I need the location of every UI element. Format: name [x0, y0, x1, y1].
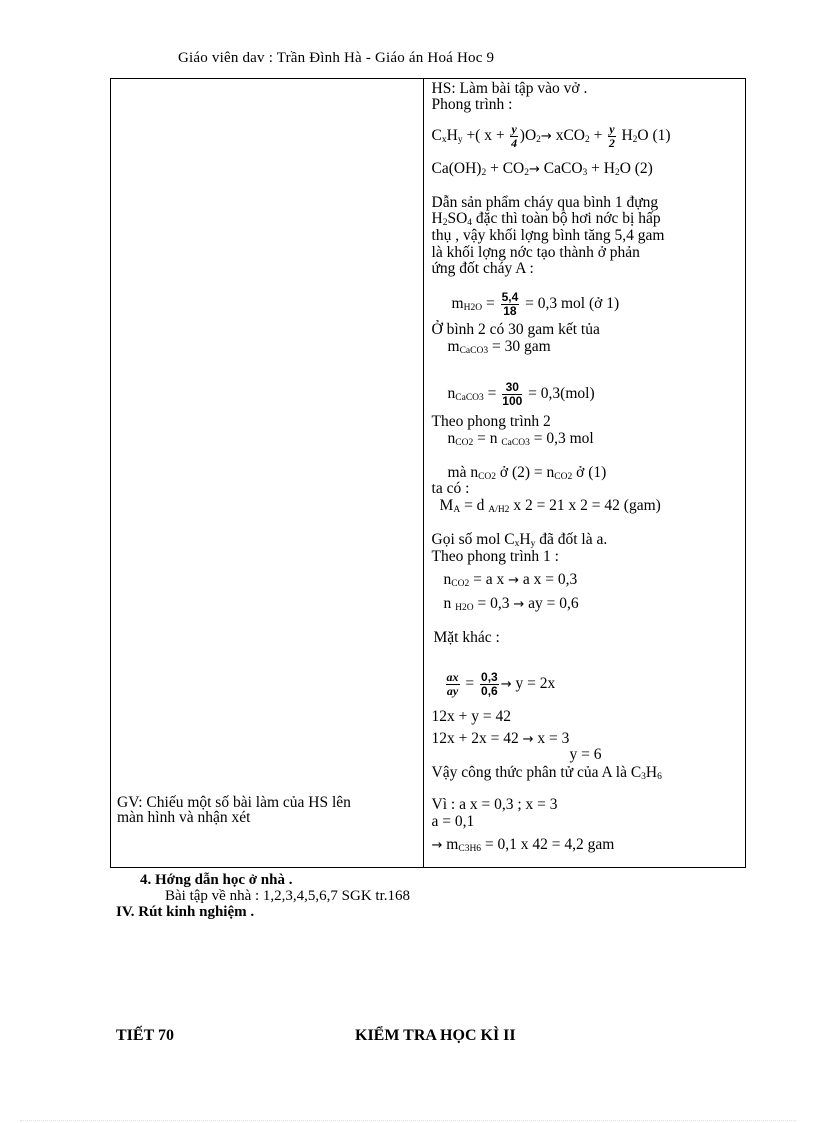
- section-4-heading: 4. Hớng dẫn học ở nhà .: [140, 872, 293, 888]
- equation-heading: Phong trình :: [431, 96, 513, 113]
- text-line: Gọi số mol $C_xH_y$ đã đốt là a.: [431, 531, 608, 549]
- caco3-mass: $m_{CaCO3} = 30$ gam: [447, 338, 551, 356]
- arrow-icon: →: [500, 677, 512, 693]
- gv-note-line-1: GV: Chiếu một số bài làm của HS lên: [117, 794, 351, 811]
- section-iv-heading: IV. Rút kinh nghiệm .: [116, 904, 255, 920]
- fraction: $\frac{0,3}{0,6}$: [481, 670, 498, 698]
- arrow-icon: →: [431, 838, 443, 853]
- fraction: $\frac{30}{100}$: [502, 380, 523, 408]
- page-divider: [20, 1120, 796, 1121]
- paragraph-line: ứng đốt cháy A :: [431, 260, 534, 277]
- fraction: $\frac{5,4}{18}$: [501, 290, 519, 318]
- paragraph-line: $H_2SO_4$ đặc thì toàn bộ hơi nớc bị hấp: [431, 210, 661, 228]
- final-mass: → $m_{C3H6} = 0,1$ x 42 = 4,2 gam: [431, 836, 615, 854]
- gv-note-line-2: màn hình và nhận xét: [117, 809, 251, 826]
- fraction-ax-over-ay: $\frac{ax}{ay}$: [446, 670, 459, 698]
- h2o-relation: n $_{H2O}$ = 0,3 → ay = 0,6: [443, 595, 579, 613]
- arrow-icon: →: [508, 573, 519, 588]
- text-line: Theo phong trình 2: [431, 413, 551, 430]
- system-equation: 12x + y = 42: [431, 708, 511, 725]
- co2-mol: $n_{CO2} = n$ $_{CaCO3}$ = 0,3 mol: [447, 430, 594, 448]
- ratio-calc: $\frac{ax}{ay}$ = $\frac{0,3}{0,6}$ → y = 2x: [446, 670, 556, 698]
- formula-conclusion: Vậy công thức phân tử của A là $C_3H_6$: [431, 764, 662, 782]
- co2-equality: mà $n_{CO2}$ ở $(2) = n_{CO2}$ ở (1): [447, 464, 607, 482]
- hs-instruction: HS: Làm bài tập vào vở .: [431, 80, 588, 97]
- exam-title: KIỂM TRA HỌC KÌ II: [355, 1027, 516, 1044]
- arrow-icon: →: [528, 162, 540, 177]
- teacher-column: [111, 79, 424, 868]
- combustion-equation: $C_xH_y$ +( x + $\frac{y}{4}$ )$O_2\to xCO_2$ + $\frac{y}{2}$ $H_2O$ (1): [431, 122, 671, 150]
- caco3-mol-calc: $n_{CaCO3}$ = $\frac{30}{100}$ = 0,3(mol): [447, 380, 595, 408]
- arrow-icon: →: [540, 129, 552, 145]
- paragraph-line: là khối lợng nớc tạo thành ở phản: [431, 244, 640, 261]
- text-line: ta có :: [431, 480, 470, 497]
- paragraph-line: Dẫn sản phẩm cháy qua bình 1 đựng: [431, 194, 659, 211]
- co2-relation: $n_{CO2} = a$ x → a x = 0,3: [443, 571, 578, 589]
- text-line: Mặt khác :: [433, 629, 500, 646]
- system-result: y = 6: [569, 746, 602, 763]
- limewater-equation: $Ca(OH)_2 + CO_2\to$ CaCO$_3$ + $H_2O$ (2): [431, 160, 653, 178]
- text-line: Vì : a x = 0,3 ; x = 3: [431, 796, 558, 813]
- fraction-y-over-2: $\frac{y}{2}$: [608, 122, 615, 150]
- water-mass-calc: $m_{H2O}$ = $\frac{5,4}{18}$ = 0,3 mol (ở 1): [451, 290, 620, 318]
- system-equation: 12x + 2x = 42 → x = 3: [431, 730, 570, 747]
- text-line: a = 0,1: [431, 813, 475, 830]
- text-line: Theo phong trình 1 :: [431, 548, 559, 565]
- molar-mass-calc: $M_A = d$ $_{A/H2}$ x 2 = 21 x 2 = 42 (gam): [439, 497, 661, 515]
- homework-line: Bài tập về nhà : 1,2,3,4,5,6,7 SGK tr.168: [165, 888, 410, 904]
- student-column: [423, 79, 745, 868]
- fraction-y-over-4: $\frac{y}{4}$: [511, 122, 518, 150]
- arrow-icon: →: [513, 597, 525, 612]
- paragraph-line: thụ , vậy khối lợng bình tăng 5,4 gam: [431, 227, 665, 244]
- precipitate-line: Ở bình 2 có 30 gam kết tủa: [431, 321, 600, 338]
- arrow-icon: →: [522, 732, 534, 747]
- page-header: Giáo viên dav : Trần Đình Hà - Giáo án Hoá Hoc 9: [178, 50, 495, 66]
- period-number: TIẾT 70: [116, 1027, 174, 1044]
- lesson-table: [110, 78, 746, 868]
